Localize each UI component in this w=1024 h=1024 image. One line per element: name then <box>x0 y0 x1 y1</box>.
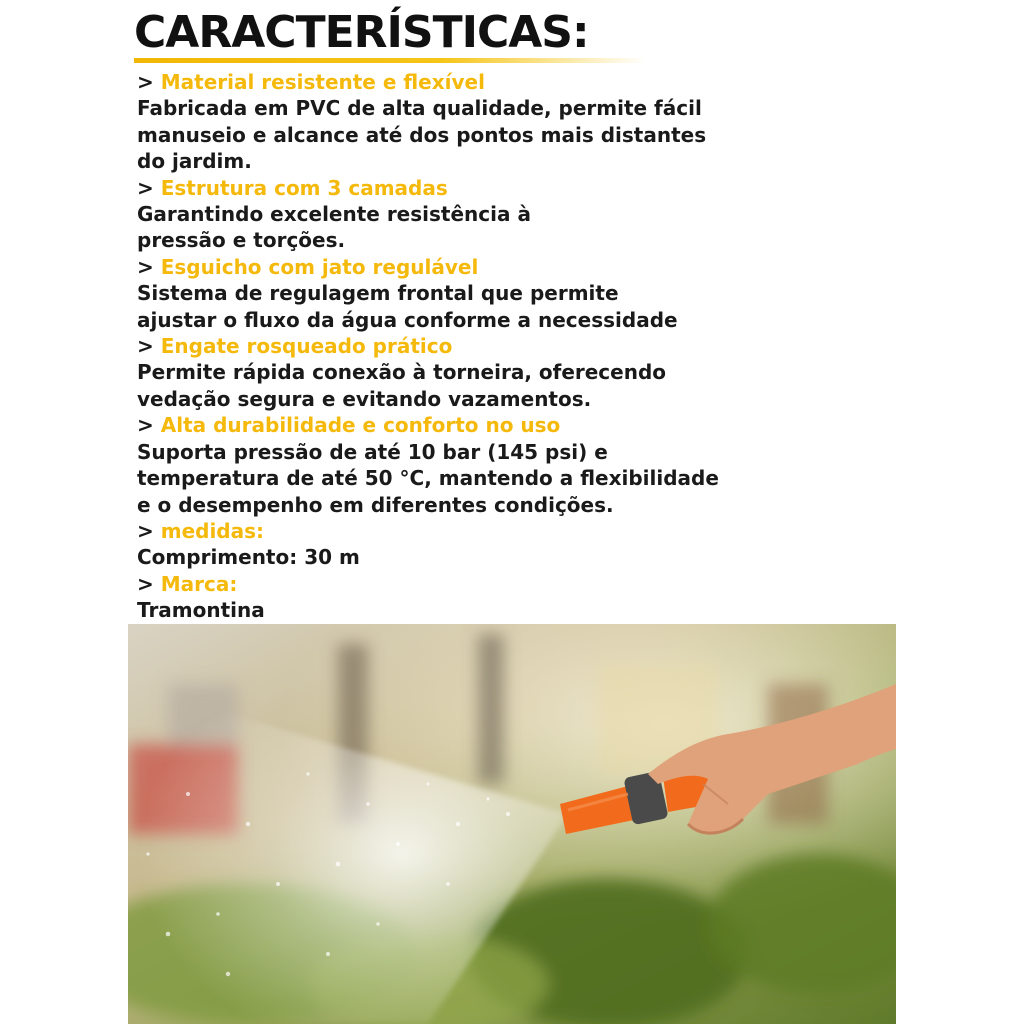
chevron-right-icon: > <box>137 334 154 359</box>
feature-description-line: Suporta pressão de até 10 bar (145 psi) e <box>137 439 608 464</box>
feature-heading-text: Engate rosqueado prático <box>160 334 453 359</box>
feature-heading-text: medidas: <box>160 518 265 543</box>
feature-heading <box>137 333 777 359</box>
title-underline <box>134 58 646 63</box>
feature-description-line: e o desempenho em diferentes condições. <box>137 492 614 517</box>
feature-description-line: ajustar o fluxo da água conforme a necessidade <box>137 307 678 332</box>
feature-description-line: Sistema de regulagem frontal que permite <box>137 281 619 306</box>
feature-heading-text: Alta durabilidade e conforto no uso <box>160 413 561 438</box>
features-list <box>137 69 777 624</box>
feature-heading-text: Material resistente e flexível <box>160 70 485 94</box>
feature-description-line: Tramontina <box>137 598 265 623</box>
chevron-right-icon: > <box>137 254 154 279</box>
feature-heading <box>137 175 777 201</box>
feature-description-line: manuseio e alcance até dos pontos mais distantes <box>137 122 707 147</box>
feature-section-brand <box>137 571 777 624</box>
feature-section-material <box>137 69 777 175</box>
feature-description-line: temperatura de até 50 °C, mantendo a flexibilidade <box>137 466 719 491</box>
feature-heading-text: Estrutura com 3 camadas <box>160 175 448 200</box>
chevron-right-icon: > <box>137 70 154 94</box>
chevron-right-icon: > <box>137 571 154 596</box>
feature-section-nozzle <box>137 254 777 333</box>
feature-description-line: vedação segura e evitando vazamentos. <box>137 386 592 411</box>
feature-section-measurements <box>137 518 777 571</box>
chevron-right-icon: > <box>137 175 154 200</box>
feature-section-structure <box>137 175 777 254</box>
feature-description-line: Comprimento: 30 m <box>137 545 360 570</box>
garden-hose-spray-photo <box>128 624 896 1024</box>
feature-description-line: Fabricada em PVC de alta qualidade, permite fácil <box>137 96 702 121</box>
feature-section-coupling <box>137 333 777 412</box>
feature-heading-text: Esguicho com jato regulável <box>160 254 479 279</box>
feature-description-line: pressão e torções. <box>137 228 346 253</box>
feature-heading <box>137 69 777 95</box>
feature-section-durability <box>137 412 777 518</box>
chevron-right-icon: > <box>137 413 154 438</box>
feature-heading <box>137 518 777 544</box>
feature-heading <box>137 412 777 438</box>
feature-description-line: do jardim. <box>137 149 252 174</box>
page-title: CARACTERÍSTICAS: <box>134 7 589 58</box>
feature-heading <box>137 254 777 280</box>
feature-heading-text: Marca: <box>160 571 238 596</box>
photo-illustration <box>128 624 896 1024</box>
chevron-right-icon: > <box>137 518 154 543</box>
feature-description-line: Garantindo excelente resistência à <box>137 202 531 227</box>
feature-heading <box>137 571 777 597</box>
feature-description-line: Permite rápida conexão à torneira, oferecendo <box>137 360 667 385</box>
